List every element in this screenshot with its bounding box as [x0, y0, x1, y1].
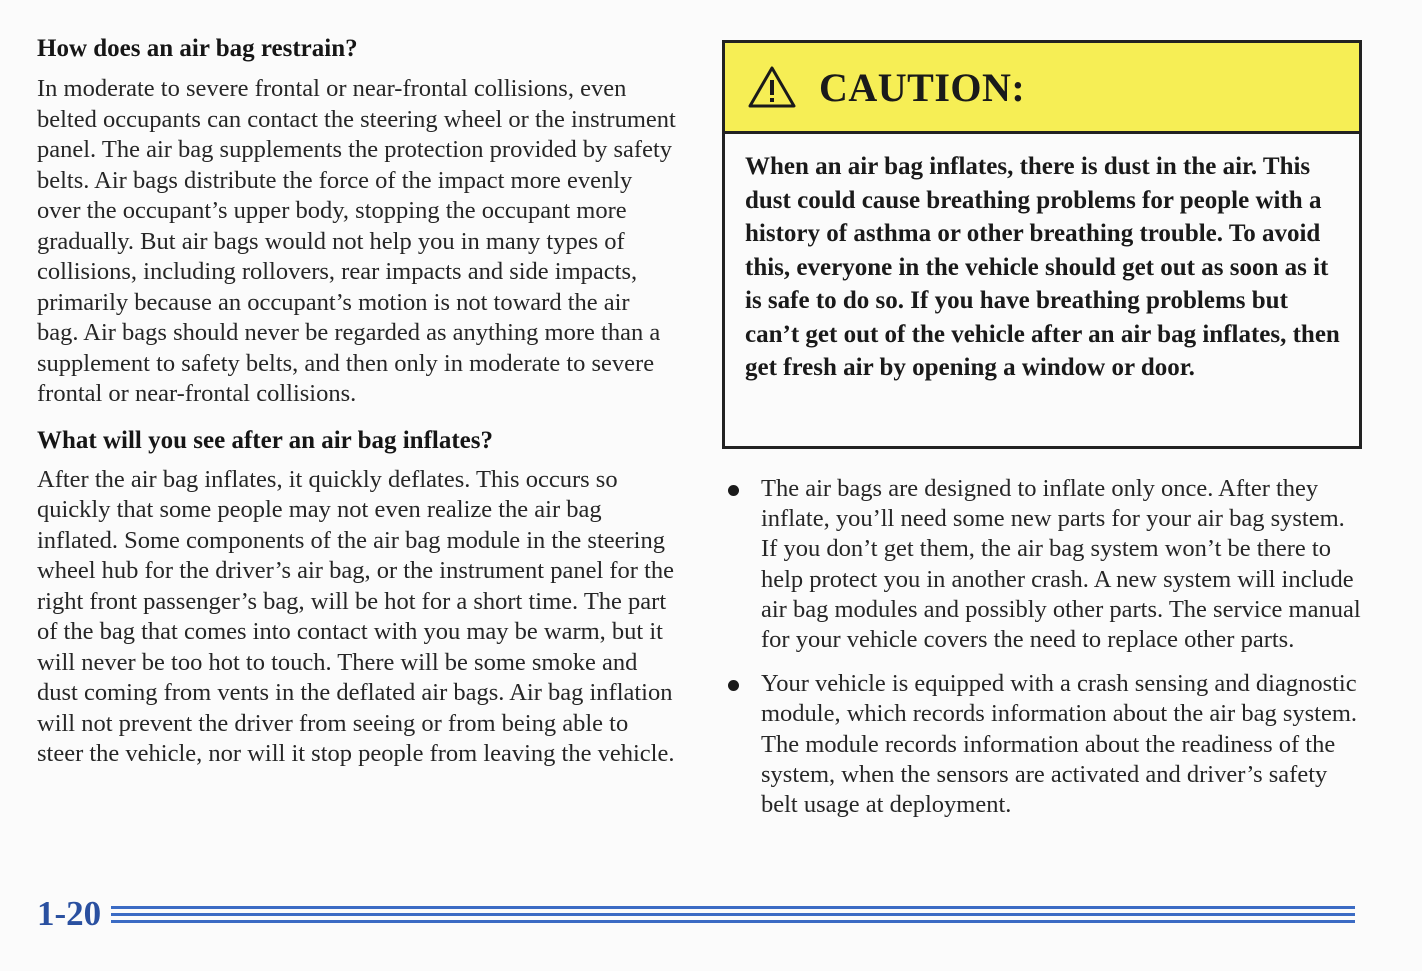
section-heading-after-inflation: What will you see after an air bag inflates?	[37, 426, 494, 454]
section-heading-restrain: How does an air bag restrain?	[37, 35, 358, 62]
warning-triangle-icon	[747, 65, 797, 109]
caution-box	[722, 40, 1362, 449]
list-item-text: The air bags are designed to inflate only once. After they inflate, you’ll need some new parts for your air bag system. If you don’t get them, the air bag system won’t be there to help protect you in another crash. A new system will include air bag modules and possibly other parts. The service manual for your vehicle covers the need to replace other parts.	[761, 475, 1361, 654]
page-footer	[37, 894, 1357, 936]
left-column	[37, 34, 677, 770]
paragraph-restrain: In moderate to severe frontal or near-frontal collisions, even belted occupants can contact the steering wheel or the instrument panel. The air bag supplements the protection provided by safety belts. Air bags distribute the force of the impact more evenly over the occupant’s upper body, stopping the occupant more gradually. But air bags would not help you in many types of collisions, including rollovers, rear impacts and side impacts, primarily because an occupant’s motion is not toward the air bag. Air bags should never be regarded as anything more than a supplement to safety belts, and then only in moderate to severe frontal or near-frontal collisions.	[37, 75, 676, 407]
list-item	[722, 669, 1362, 820]
footer-rule	[111, 906, 1355, 909]
list-item-text: Your vehicle is equipped with a crash sensing and diagnostic module, which records information about the air bag system. The module records information about the readiness of the system, when the sensors are activated and driver’s safety belt usage at deployment.	[761, 670, 1358, 819]
page-number: 1-20	[37, 894, 102, 933]
list-item	[722, 474, 1362, 655]
bullet-dot-icon	[728, 680, 739, 691]
bullet-list	[722, 474, 1362, 820]
caution-header	[725, 43, 1359, 134]
footer-rule	[111, 920, 1355, 923]
caution-text: When an air bag inflates, there is dust in the air. This dust could cause breathing problems for people with a history of asthma or other breathing trouble. To avoid this, everyone in the vehicle should get out as soon as it is safe to do so. If you have breathing problems but can’t get out of the vehicle after an air bag inflates, then get fresh air by opening a window or door.	[745, 153, 1340, 381]
paragraph-after-inflation: After the air bag inflates, it quickly deflates. This occurs so quickly that some people may not even realize the air bag inflated. Some components of the air bag module in the steering wheel hub for the driver’s air bag, or the instrument panel for the right front passenger’s bag, will be hot for a short time. The part of the bag that comes into contact with you may be warm, but it will never be too hot to touch. There will be some smoke and dust coming from vents in the deflated air bags. Air bag inflation will not prevent the driver from seeing or from being able to steer the vehicle, nor will it stop people from leaving the vehicle.	[37, 465, 675, 767]
footer-rule	[111, 913, 1355, 916]
bullet-dot-icon	[728, 485, 739, 496]
caution-title: CAUTION:	[819, 64, 1026, 110]
